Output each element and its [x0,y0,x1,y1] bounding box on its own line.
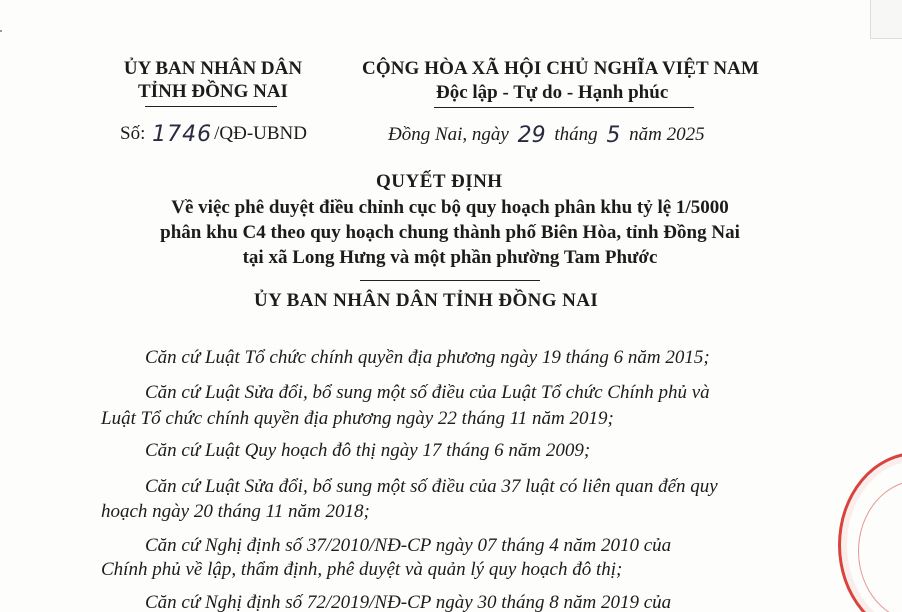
basis-line: Căn cứ Luật Quy hoạch đô thị ngày 17 tháng 6 năm 2009; [145,440,591,461]
basis-line: Luật Tổ chức chính quyền địa phương ngày 22 tháng 11 năm 2019; [101,408,614,429]
date-month: 5 [606,123,621,148]
subject-line: phân khu C4 theo quy hoạch chung thành phố Biên Hòa, tỉnh Đồng Nai [160,222,740,243]
basis-line: Căn cứ Luật Sửa đổi, bổ sung một số điều của Luật Tổ chức Chính phủ và [145,382,710,403]
issuing-org-province: TỈNH ĐỒNG NAI [138,81,288,102]
subject-underline [360,280,540,281]
number-prefix: Số: [120,123,146,144]
subject-line: tại xã Long Hưng và một phần phường Tam Phước [242,247,658,268]
org-underline [145,106,277,107]
number-suffix: /QĐ-UBND [214,123,307,144]
document-type: QUYẾT ĐỊNH [376,171,503,192]
nation-name: CỘNG HÒA XÃ HỘI CHỦ NGHĨA VIỆT NAM [362,58,759,79]
issuing-authority: ỦY BAN NHÂN DÂN TỈNH ĐỒNG NAI [254,290,599,311]
motto-underline [434,107,694,108]
page-corner [870,0,902,39]
date-year: năm 2025 [629,124,705,145]
date-month-label: tháng [554,124,598,145]
scan-dot [0,30,2,32]
subject-line: Về việc phê duyệt điều chỉnh cục bộ quy hoạch phân khu tỷ lệ 1/5000 [171,197,729,218]
document-date [388,121,705,146]
date-day: 29 [517,123,546,148]
basis-line: Căn cứ Nghị định số 72/2019/NĐ-CP ngày 30 tháng 8 năm 2019 của [145,592,672,612]
document-number [120,120,307,145]
issuing-org-name: ỦY BAN NHÂN DÂN [123,58,303,79]
basis-line: Căn cứ Luật Tổ chức chính quyền địa phương ngày 19 tháng 6 năm 2015; [145,347,710,368]
basis-line: Căn cứ Nghị định số 37/2010/NĐ-CP ngày 07 tháng 4 năm 2010 của [145,535,672,556]
nation-motto: Độc lập - Tự do - Hạnh phúc [436,82,669,103]
basis-line: hoạch ngày 20 tháng 11 năm 2018; [101,501,370,522]
basis-line: Căn cứ Luật Sửa đổi, bổ sung một số điều của 37 luật có liên quan đến quy [145,476,718,497]
basis-line: Chính phủ về lập, thẩm định, phê duyệt và quản lý quy hoạch đô thị; [101,559,623,580]
date-place: Đồng Nai, ngày [388,124,509,145]
number-handwritten: 1746 [152,122,213,147]
